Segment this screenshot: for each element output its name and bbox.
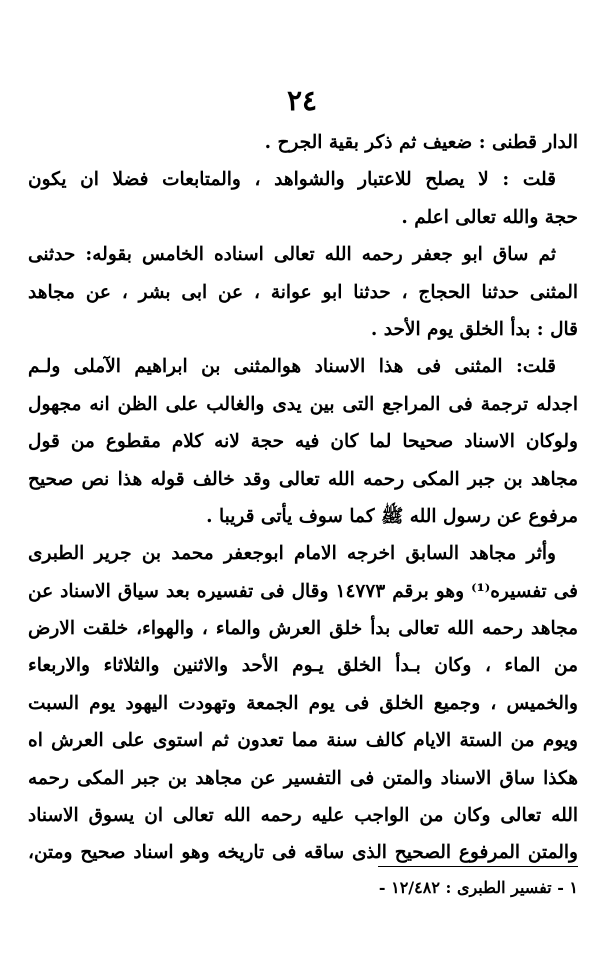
text-line: ويوم من الستة الايام كالف سنة مما تعدون ثم استوى على العرش اه xyxy=(28,730,578,752)
text-line: الدار قطنى : ضعيف ثم ذكر بقية الجرح . xyxy=(264,132,578,153)
text-line: قال : بدأ الخلق يوم الأحد . xyxy=(370,318,578,340)
footnote: ١ - تفسير الطبرى : ١٢/٤٨٢ - xyxy=(378,878,578,897)
text-line: ثم ساق ابو جعفر رحمه الله تعالى اسناده الخامس بقوله: حدثنى xyxy=(28,244,556,266)
text-line: قلت : لا يصلح للاعتبار والشواهد ، والمتابعات فضلا ان يكون xyxy=(28,169,556,191)
text-line: مجاهد رحمه الله تعالى بدأ خلق العرش والماء ، والهواء، خلقت الارض xyxy=(28,618,578,640)
body-text xyxy=(28,124,578,872)
text-line: من الماء ، وكان بـدأ الخلق يـوم الأحد والاثنين والثلاثاء والاربعاء xyxy=(28,655,578,677)
text-line: والخميس ، وجميع الخلق فى يوم الجمعة وتهودت اليهود يوم السبت xyxy=(28,692,578,714)
text-line: والمتن المرفوع الصحيح الذى ساقه فى تاريخه وهو اسناد صحيح ومتن، xyxy=(28,842,578,864)
text-line: حجة والله تعالى اعلم . xyxy=(401,206,578,228)
text-line: الله تعالى وكان من الواجب عليه رحمه الله تعالى ان يسوق الاسناد xyxy=(28,805,578,827)
text-line: المثنى حدثنا الحجاج ، حدثنا ابو عوانة ، عن ابى بشر ، عن مجاهد xyxy=(28,281,578,303)
text-line: وأثر مجاهد السابق اخرجه الامام ابوجعفر محمد بن جرير الطبرى xyxy=(28,543,556,565)
text-line: هكذا ساق الاسناد والمتن فى التفسير عن مجاهد بن جبر المكى رحمه xyxy=(28,767,578,789)
text-line: اجدله ترجمة فى المراجع التى بين يدى والغالب على الظن انه مجهول xyxy=(28,393,578,415)
footnote-divider xyxy=(378,866,578,867)
text-line: مجاهد بن جبر المكى رحمه الله تعالى وقد خالف قوله هذا نص صحيح xyxy=(28,468,578,490)
text-line: قلت: المثنى فى هذا الاسناد هوالمثنى بن ابراهيم الآملى ولـم xyxy=(28,356,556,378)
page-number: ٢٤ xyxy=(286,84,318,117)
text-line: مرفوع عن رسول الله ﷺ كما سوف يأتى قريبا . xyxy=(206,505,578,527)
text-line: فى تفسيره⁽¹⁾ وهو برقم ١٤٧٧٣ وقال فى تفسيره بعد سياق الاسناد عن xyxy=(28,580,578,602)
text-line: ولوكان الاسناد صحيحا لما كان فيه حجة لانه كلام مقطوع من قول xyxy=(28,431,578,453)
